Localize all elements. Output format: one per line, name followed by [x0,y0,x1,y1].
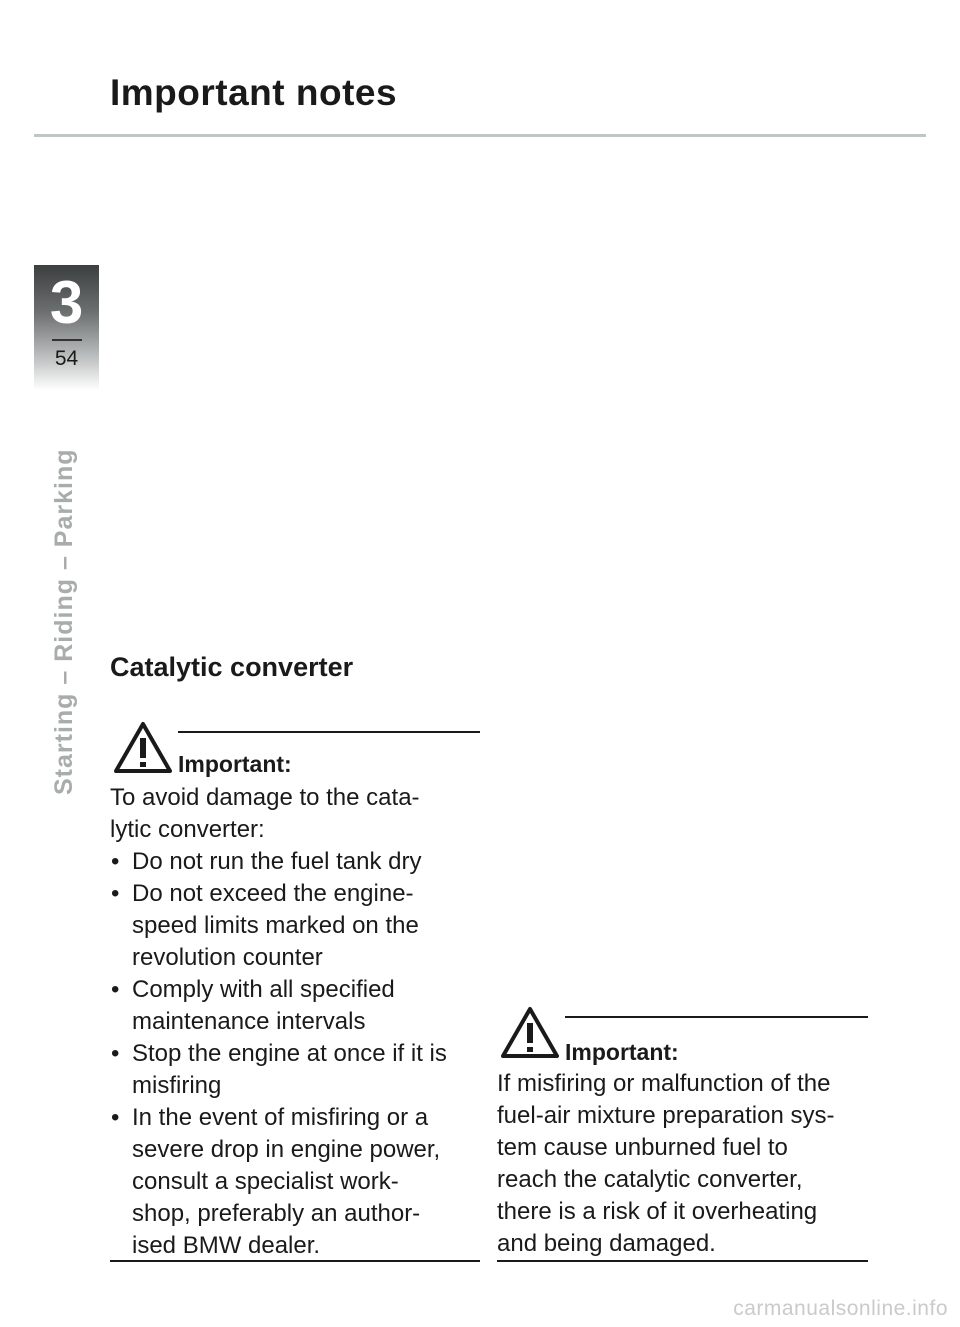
note-label: Important: [565,1039,679,1065]
chapter-tab [34,265,99,390]
section-heading: Catalytic converter [110,652,354,682]
watermark: carmanualsonline.info [733,1297,948,1320]
list-item-line: consult a specialist work- [132,1168,399,1195]
note-bottom-rule [497,1260,868,1262]
chapter-divider [52,339,82,341]
list-item [110,878,485,974]
list-item-line: misfiring [132,1072,222,1099]
note-bottom-rule [110,1260,480,1262]
note-label: Important: [178,751,292,777]
list-item-line: • Do not run the fuel tank dry [132,848,422,875]
bullet-list [110,846,485,1262]
note-top-rule [565,1016,868,1018]
list-item-line: severe drop in engine power, [132,1136,441,1163]
list-item-line: • Do not exceed the engine- [132,880,414,907]
warning-triangle-icon [499,1005,561,1059]
page-title: Important notes [110,72,398,113]
page-number: 54 [54,347,79,370]
note-line: there is a risk of it overheating [497,1198,818,1225]
note-body [497,1068,877,1260]
title-divider [34,134,926,137]
chapter-side-label: Starting – Riding – Parking [50,448,78,795]
note-intro-line: lytic converter: [110,816,265,843]
list-item-line: • Comply with all specified [132,976,395,1003]
list-item [110,1038,485,1102]
note-line: and being damaged. [497,1230,716,1257]
chapter-number: 3 [49,269,84,336]
list-item-line: revolution counter [132,944,323,971]
list-item [110,846,485,878]
list-item-line: • In the event of misfiring or a [132,1104,429,1131]
note-intro-line: To avoid damage to the cata- [110,784,420,811]
note-top-rule [178,731,480,733]
list-item [110,1102,485,1262]
note-line: If misfiring or malfunction of the [497,1070,831,1097]
note-line: fuel-air mixture preparation sys- [497,1102,835,1129]
list-item-line: • Stop the engine at once if it is [132,1040,447,1067]
warning-triangle-icon [112,720,174,774]
list-item [110,974,485,1038]
note-body [110,782,485,1262]
list-item-line: ised BMW dealer. [132,1232,321,1259]
list-item-line: shop, preferably an author- [132,1200,421,1227]
note-line: reach the catalytic converter, [497,1166,803,1193]
list-item-line: speed limits marked on the [132,912,419,939]
list-item-line: maintenance intervals [132,1008,366,1035]
note-line: tem cause unburned fuel to [497,1134,788,1161]
